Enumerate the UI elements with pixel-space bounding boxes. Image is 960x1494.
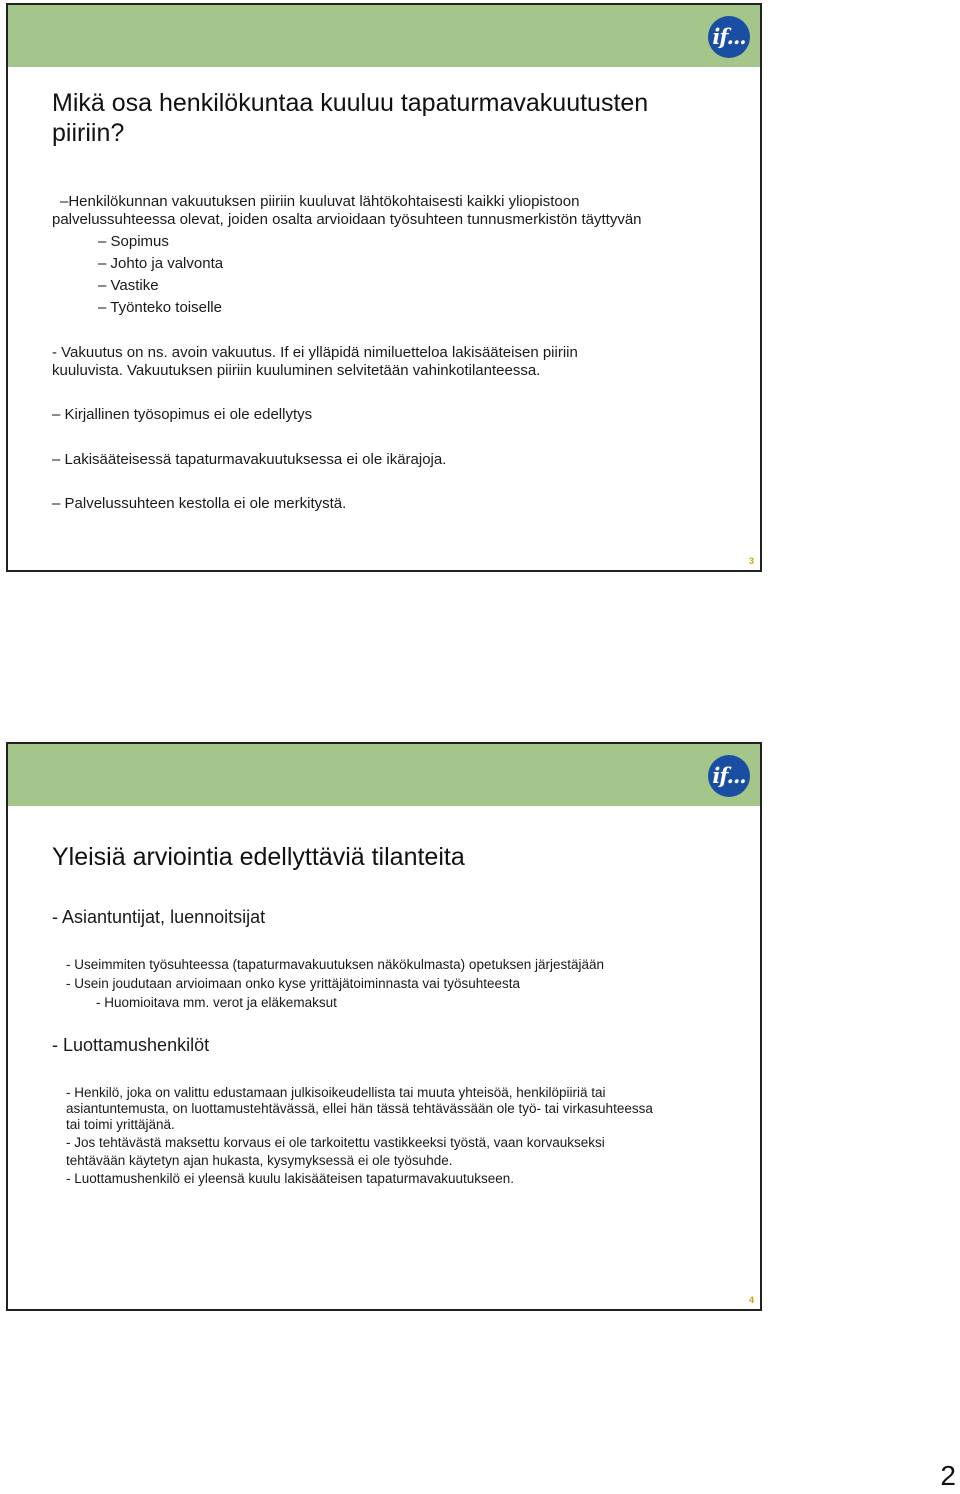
paragraph-line: - Jos tehtävästä maksettu korvaus ei ole tarkoitettu vastikkeeksi työstä, vaan korvaukseksi [66, 1135, 605, 1150]
section-heading: - Asiantuntijat, luennoitsijat [52, 907, 266, 927]
policy-paragraph-line-1: - Vakuutus on ns. avoin vakuutus. If ei ylläpidä nimiluetteloa lakisääteisen piiriin [52, 344, 578, 361]
paragraph-line: asiantuntemusta, on luottamustehtävässä, ellei hän tässä tehtävässään ole työ- tai virkasuhteessa [66, 1101, 653, 1116]
sub-item: - Useimmiten työsuhteessa (tapaturmavakuutuksen näkökulmasta) opetuksen järjestäjään [66, 957, 605, 972]
paragraph-line: - Luottamushenkilö ei yleensä kuulu lakisääteisen tapaturmavakuutukseen. [66, 1171, 515, 1186]
policy-paragraph-line-2: kuuluvista. Vakuutuksen piiriin kuuluminen selvitetään vahinkotilanteessa. [52, 362, 541, 379]
bullet-item: – Lakisääteisessä tapaturmavakuutuksessa ei ole ikärajoja. [52, 451, 447, 468]
slide-3 [6, 3, 762, 572]
criteria-item: – Sopimus [98, 233, 169, 250]
if-logo: if... [708, 16, 750, 58]
sub-item: - Usein joudutaan arvioimaan onko kyse yrittäjätoiminnasta vai työsuhteesta [66, 976, 520, 991]
slide-number: 4 [748, 1295, 754, 1305]
slide-number: 3 [748, 556, 754, 566]
intro-line-2: palvelussuhteessa olevat, joiden osalta arvioidaan työsuhteen tunnusmerkistön täyttyvän [52, 211, 642, 228]
bullet-item: – Palvelussuhteen kestolla ei ole merkitystä. [52, 495, 347, 512]
slide-header-banner [8, 744, 760, 806]
bullet-item: – Kirjallinen työsopimus ei ole edellytys [52, 406, 313, 423]
criteria-item: – Vastike [98, 277, 159, 294]
paragraph-line: - Henkilö, joka on valittu edustamaan julkisoikeudellista tai muuta yhteisöä, henkilöpiiriä tai [66, 1085, 606, 1100]
paragraph-line: tehtävään käytetyn ajan hukasta, kysymyksessä ei ole työsuhde. [66, 1153, 453, 1168]
intro-line-1: –Henkilökunnan vakuutuksen piiriin kuuluvat lähtökohtaisesti kaikki yliopistoon [60, 193, 580, 210]
slide-title-line-2: piiriin? [52, 119, 125, 147]
slide-4 [6, 742, 762, 1311]
criteria-item: – Työnteko toiselle [98, 299, 222, 316]
nested-sub-item: - Huomioitava mm. verot ja eläkemaksut [96, 995, 337, 1010]
slide-title: Yleisiä arviointia edellyttäviä tilanteita [52, 843, 465, 871]
paragraph-line: tai toimi yrittäjänä. [66, 1117, 175, 1132]
slide-header-banner [8, 5, 760, 67]
if-logo: if... [708, 755, 750, 797]
criteria-item: – Johto ja valvonta [98, 255, 224, 272]
page-number: 2 [940, 1460, 956, 1491]
section-heading: - Luottamushenkilöt [52, 1035, 210, 1055]
slide-title-line-1: Mikä osa henkilökuntaa kuuluu tapaturmavakuutusten [52, 89, 649, 117]
